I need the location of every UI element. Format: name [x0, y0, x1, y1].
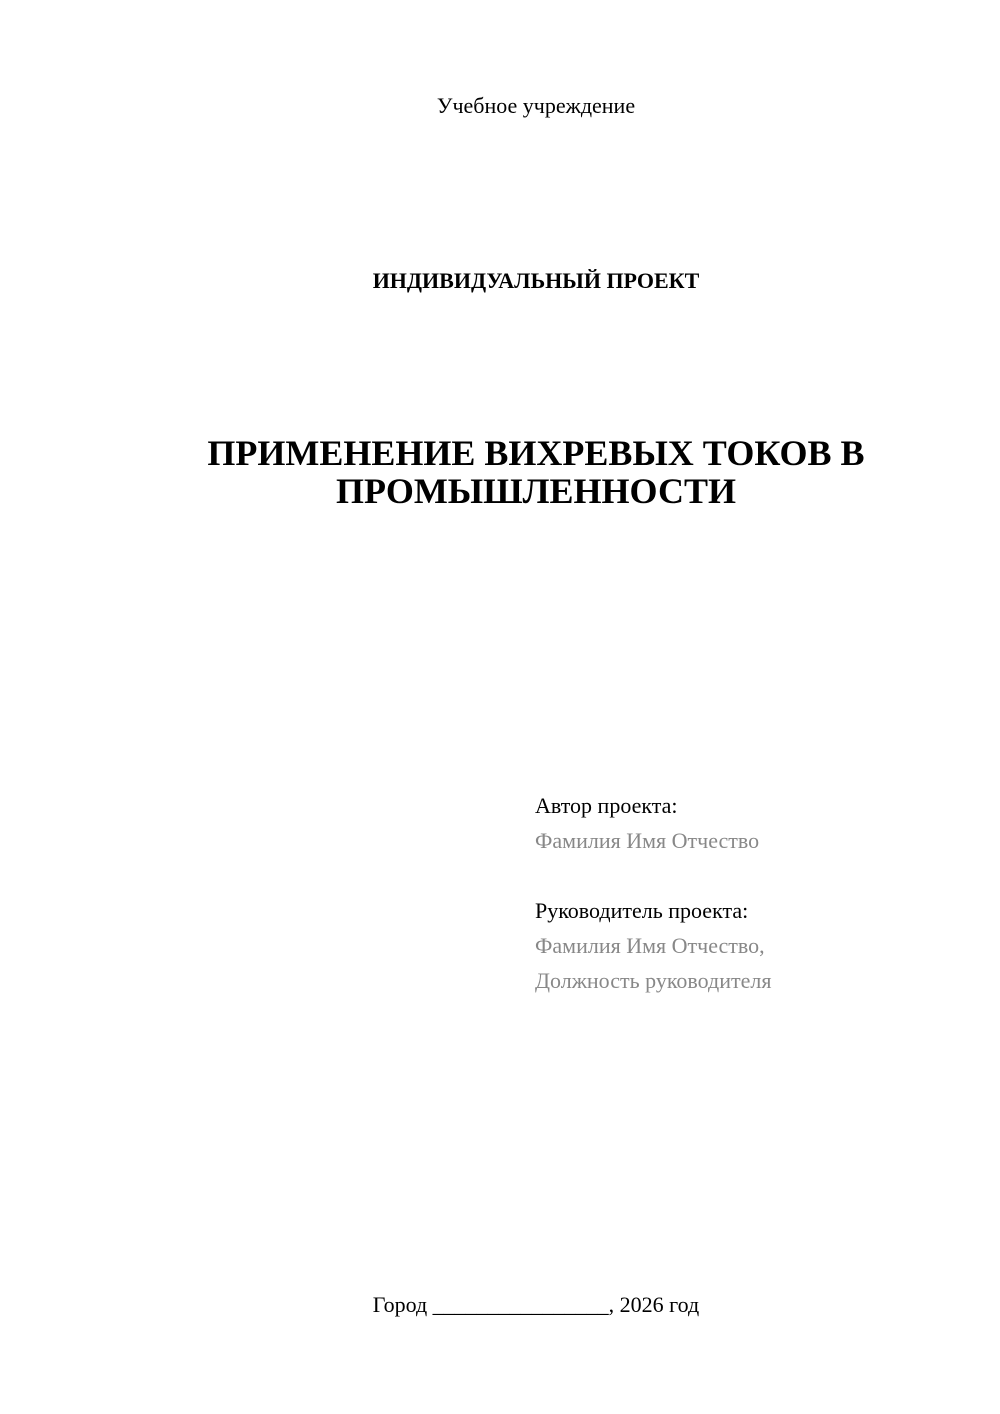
author-label: Автор проекта:	[535, 793, 678, 818]
supervisor-position-placeholder: Должность руководителя	[535, 968, 772, 993]
city-year-line: Город ________________, 2026 год	[372, 1292, 700, 1317]
author-name-placeholder: Фамилия Имя Отчество	[535, 828, 760, 853]
project-type-heading: ИНДИВИДУАЛЬНЫЙ ПРОЕКТ	[372, 268, 700, 293]
project-title	[150, 434, 922, 510]
supervisor-name-placeholder: Фамилия Имя Отчество,	[535, 933, 765, 958]
supervisor-label: Руководитель проекта:	[535, 898, 749, 923]
project-title-line-2: ПРОМЫШЛЕННОСТИ	[336, 471, 736, 511]
author-block	[535, 788, 975, 858]
supervisor-block	[535, 893, 975, 998]
project-title-line-1: ПРИМЕНЕНИЕ ВИХРЕВЫХ ТОКОВ В	[207, 433, 865, 473]
institution-name: Учебное учреждение	[436, 93, 636, 118]
